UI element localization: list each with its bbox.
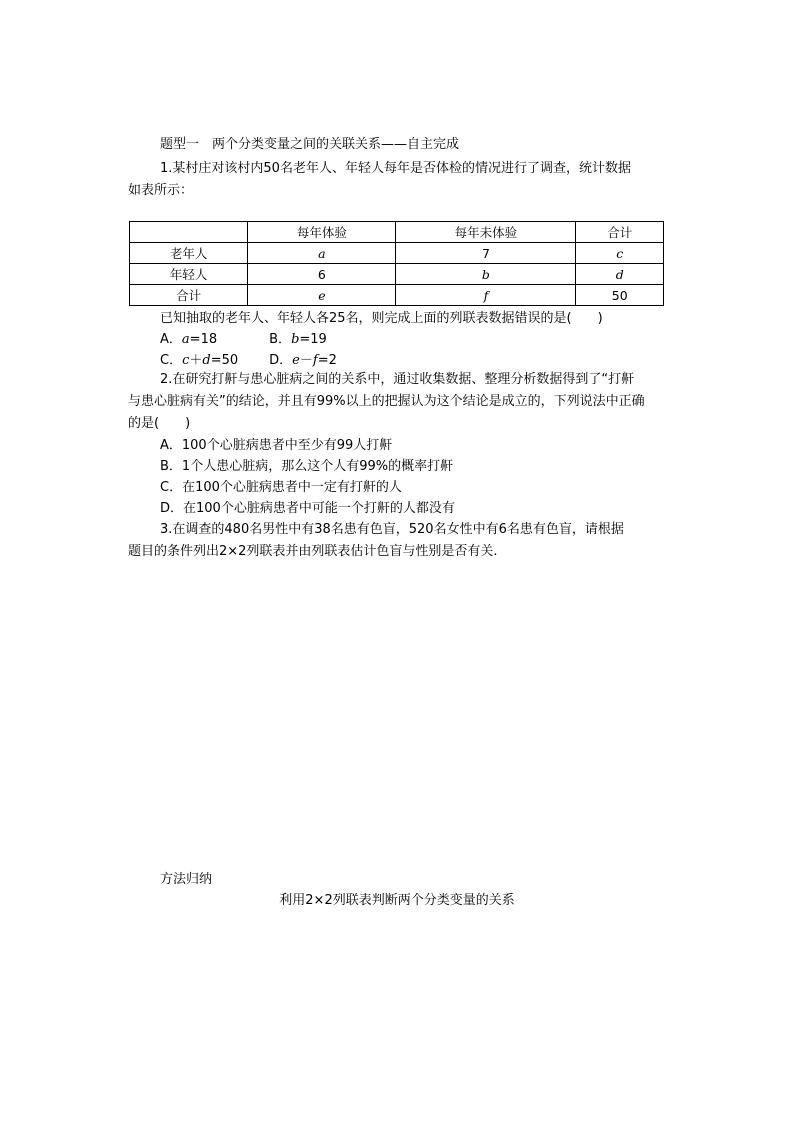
q3-text-line2: 题目的条件列出2×2列联表并由列联表估计色盲与性别是否有关.: [128, 544, 498, 559]
table-cell: 年轻人: [130, 264, 248, 285]
option-c: [160, 352, 265, 370]
table-cell: e: [248, 285, 396, 306]
q3-text-line1: 3.在调查的480名男性中有38名患有色盲，520名女性中有6名患有色盲，请根据: [160, 522, 624, 537]
table-row: [130, 243, 664, 264]
option-c-var1: c: [182, 353, 190, 368]
option-c-value: =50: [210, 353, 239, 368]
q1-text-line1: 1.某村庄对该村内50名老年人、年轻人每年是否体检的情况进行了调查，统计数据: [160, 161, 631, 176]
q2-text-line2: 与患心脏病有关”的结论，并且有99%以上的把握认为这个结论是成立的，下列说法中正确: [128, 394, 645, 409]
method-subtitle: 利用2×2列联表判断两个分类变量的关系: [279, 893, 515, 908]
option-c-op: ＋: [189, 353, 203, 368]
table-cell: c: [576, 243, 664, 264]
table-cell: 6: [248, 264, 396, 285]
table-header-cell: 每年体验: [248, 222, 396, 243]
table-header-row: [130, 222, 664, 243]
contingency-table: [129, 221, 664, 306]
q2-text-line3: 的是( ): [128, 416, 191, 431]
section-heading: 题型一 两个分类变量之间的关联关系——自主完成: [160, 137, 460, 152]
option-b-label: B．: [269, 332, 292, 347]
table-cell: b: [396, 264, 576, 285]
option-d-var2: f: [312, 353, 318, 368]
table-row: [130, 264, 664, 285]
option-c-label: C．: [160, 353, 183, 368]
table-cell: 50: [576, 285, 664, 306]
q2-text-line1: 2.在研究打鼾与患心脏病之间的关系中，通过收集数据、整理分析数据得到了“打鼾: [160, 372, 635, 387]
option-a: [160, 331, 265, 349]
table-cell: d: [576, 264, 664, 285]
method-label: 方法归纳: [160, 872, 213, 887]
table-header-cell: 每年未体验: [396, 222, 576, 243]
table-cell: a: [248, 243, 396, 264]
table-header-cell: [130, 222, 248, 243]
option-a-label: A．: [160, 332, 182, 347]
table-cell: 7: [396, 243, 576, 264]
q1-stem: 已知抽取的老年人、年轻人各25名，则完成上面的列联表数据错误的是( ): [160, 311, 603, 326]
option-b-var: b: [291, 332, 300, 347]
table-cell: 老年人: [130, 243, 248, 264]
option-b: [269, 331, 327, 349]
q1-options-row1: [160, 331, 327, 349]
q2-option-b: B．1个人患心脏病，那么这个人有99%的概率打鼾: [160, 459, 454, 474]
table-header-cell: 合计: [576, 222, 664, 243]
option-a-value: =18: [189, 332, 218, 347]
option-d-value: =2: [317, 353, 337, 368]
option-d-op: －: [299, 353, 313, 368]
option-a-var: a: [181, 332, 190, 347]
table-cell: 合计: [130, 285, 248, 306]
option-b-value: =19: [299, 332, 327, 347]
table-row: [130, 285, 664, 306]
option-d-var1: e: [292, 353, 300, 368]
option-d: [269, 352, 337, 370]
q2-option-d: D．在100个心脏病患者中可能一个打鼾的人都没有: [160, 501, 455, 516]
option-d-label: D．: [269, 353, 293, 368]
option-c-var2: d: [202, 353, 211, 368]
q1-text-line2: 如表所示：: [128, 183, 194, 198]
q2-option-a: A．100个心脏病患者中至少有99人打鼾: [160, 438, 393, 453]
q1-options-row2: [160, 352, 337, 370]
q2-option-c: C．在100个心脏病患者中一定有打鼾的人: [160, 480, 402, 495]
table-cell: f: [396, 285, 576, 306]
